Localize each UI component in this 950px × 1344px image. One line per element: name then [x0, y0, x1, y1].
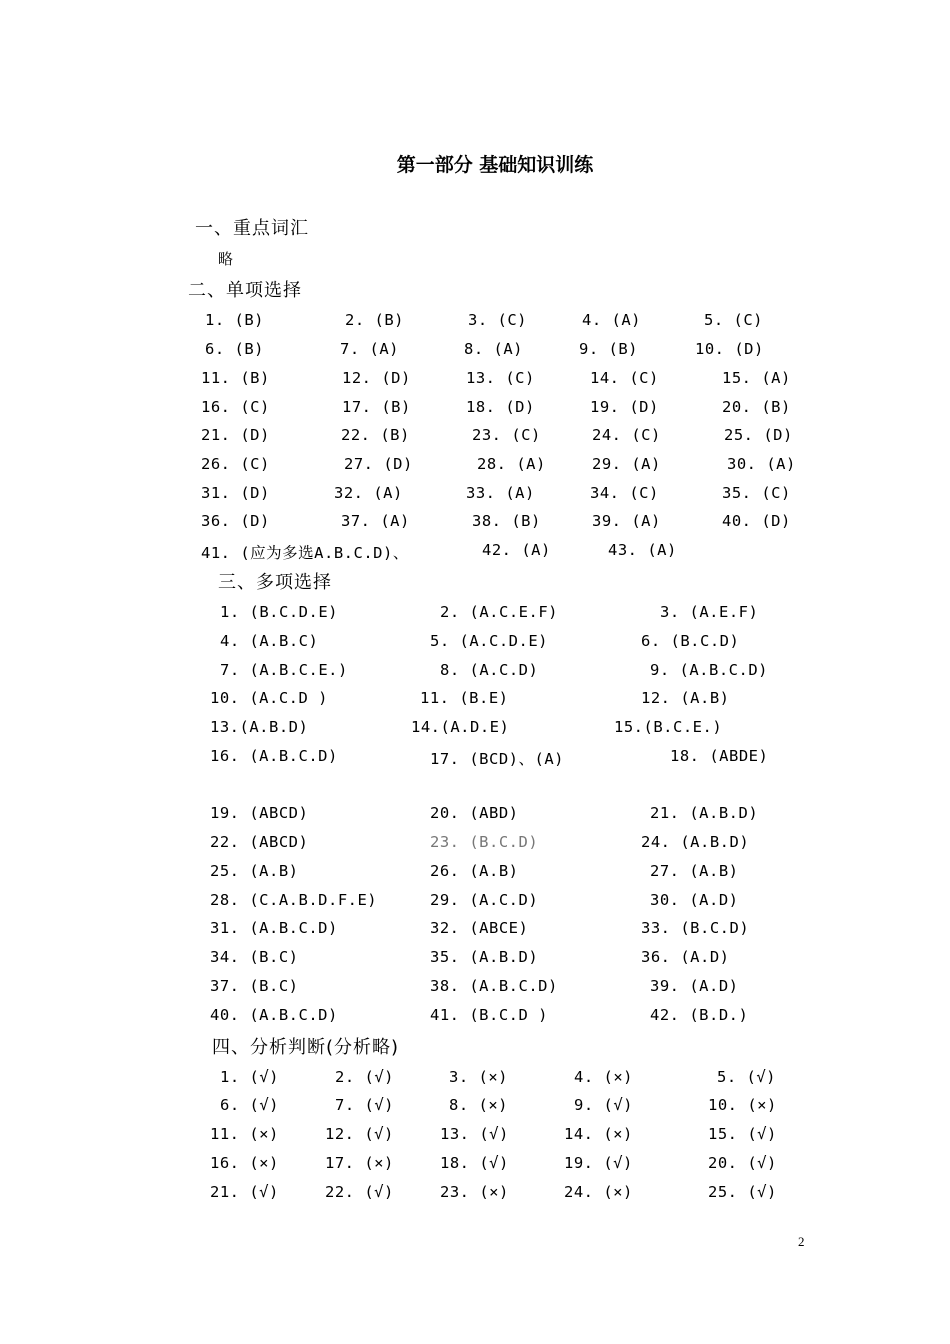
single-choice-answer: 26. (C) [201, 455, 270, 473]
multiple-choice-answer: 19. (ABCD) [210, 804, 309, 822]
true-false-answer: 22. (√) [325, 1183, 394, 1201]
single-choice-row [0, 541, 950, 565]
single-choice-answer: 34. (C) [590, 484, 659, 502]
true-false-row [0, 1096, 950, 1120]
section-heading-multiple-choice: 三、多项选择 [218, 572, 332, 593]
multiple-choice-row [0, 833, 950, 857]
multiple-choice-answer: 38. (A.B.C.D) [430, 977, 558, 995]
multiple-choice-answer: 24. (A.B.D) [641, 833, 750, 851]
true-false-answer: 4. (×) [574, 1068, 633, 1086]
multiple-choice-answer: 31. (A.B.C.D) [210, 919, 338, 937]
multiple-choice-answer: 5. (A.C.D.E) [430, 632, 548, 650]
single-choice-answer: 30. (A) [727, 455, 796, 473]
single-choice-answer: 41. (应为多选A.B.C.D)、 [201, 544, 409, 562]
single-choice-answer: 25. (D) [724, 426, 793, 444]
multiple-choice-answer: 1. (B.C.D.E) [220, 603, 338, 621]
true-false-answer: 5. (√) [717, 1068, 776, 1086]
true-false-answer: 7. (√) [335, 1096, 394, 1114]
true-false-answer: 24. (×) [564, 1183, 633, 1201]
single-choice-answer: 18. (D) [466, 398, 535, 416]
multiple-choice-answer: 41. (B.C.D ) [430, 1006, 548, 1024]
section-heading-key-vocabulary: 一、重点词汇 [195, 218, 309, 239]
multiple-choice-answer: 12. (A.B) [641, 689, 730, 707]
single-choice-row [0, 484, 950, 508]
multiple-choice-answer: 34. (B.C) [210, 948, 299, 966]
multiple-choice-answer: 6. (B.C.D) [641, 632, 740, 650]
multiple-choice-answer: 18. (ABDE) [670, 747, 769, 765]
true-false-answer: 13. (√) [440, 1125, 509, 1143]
single-choice-row [0, 455, 950, 479]
single-choice-answer: 38. (B) [472, 512, 541, 530]
single-choice-answer: 10. (D) [695, 340, 764, 358]
multiple-choice-row [0, 603, 950, 627]
single-choice-answer: 4. (A) [582, 311, 641, 329]
multiple-choice-answer: 33. (B.C.D) [641, 919, 750, 937]
multiple-choice-answer: 27. (A.B) [650, 862, 739, 880]
section-heading-true-false: 四、分析判断(分析略) [212, 1037, 400, 1058]
true-false-answer: 16. (×) [210, 1154, 279, 1172]
true-false-answer: 1. (√) [220, 1068, 279, 1086]
single-choice-answer: 35. (C) [722, 484, 791, 502]
true-false-row [0, 1068, 950, 1092]
multiple-choice-answer: 20. (ABD) [430, 804, 519, 822]
single-choice-answer: 24. (C) [592, 426, 661, 444]
single-choice-answer: 39. (A) [592, 512, 661, 530]
single-choice-answer: 2. (B) [345, 311, 404, 329]
single-choice-answer: 13. (C) [466, 369, 535, 387]
multiple-choice-row [0, 977, 950, 1001]
single-choice-answer: 42. (A) [482, 541, 551, 559]
multiple-choice-row [0, 718, 950, 742]
multiple-choice-answer: 13.(A.B.D) [210, 718, 309, 736]
multiple-choice-row [0, 948, 950, 972]
multiple-choice-answer: 15.(B.C.E.) [614, 718, 723, 736]
multiple-choice-row [0, 661, 950, 685]
multiple-choice-answer: 17. (BCD)、(A) [430, 750, 564, 768]
multiple-choice-answer: 40. (A.B.C.D) [210, 1006, 338, 1024]
single-choice-answer: 33. (A) [466, 484, 535, 502]
single-choice-answer: 21. (D) [201, 426, 270, 444]
single-choice-answer: 36. (D) [201, 512, 270, 530]
true-false-answer: 10. (×) [708, 1096, 777, 1114]
page-number: 2 [798, 1234, 805, 1249]
section-heading-single-choice: 二、单项选择 [188, 280, 302, 301]
true-false-row [0, 1183, 950, 1207]
single-choice-answer: 20. (B) [722, 398, 791, 416]
multiple-choice-row [0, 632, 950, 656]
true-false-answer: 8. (×) [449, 1096, 508, 1114]
multiple-choice-answer: 10. (A.C.D ) [210, 689, 328, 707]
true-false-answer: 25. (√) [708, 1183, 777, 1201]
multiple-choice-answer: 7. (A.B.C.E.) [220, 661, 348, 679]
single-choice-row [0, 340, 950, 364]
single-choice-row [0, 311, 950, 335]
multiple-choice-row [0, 891, 950, 915]
multiple-choice-answer: 23. (B.C.D) [430, 833, 539, 851]
multiple-choice-answer: 8. (A.C.D) [440, 661, 539, 679]
true-false-answer: 17. (×) [325, 1154, 394, 1172]
true-false-answer: 3. (×) [449, 1068, 508, 1086]
multiple-choice-answer: 39. (A.D) [650, 977, 739, 995]
single-choice-answer: 43. (A) [608, 541, 677, 559]
single-choice-answer: 1. (B) [205, 311, 264, 329]
section-note-omitted: 略 [218, 250, 234, 268]
single-choice-row [0, 426, 950, 450]
true-false-row [0, 1125, 950, 1149]
single-choice-answer: 32. (A) [334, 484, 403, 502]
true-false-answer: 12. (√) [325, 1125, 394, 1143]
single-choice-answer: 11. (B) [201, 369, 270, 387]
single-choice-answer: 17. (B) [342, 398, 411, 416]
single-choice-answer: 9. (B) [579, 340, 638, 358]
single-choice-answer: 22. (B) [341, 426, 410, 444]
multiple-choice-answer: 9. (A.B.C.D) [650, 661, 768, 679]
single-choice-answer: 28. (A) [477, 455, 546, 473]
single-choice-answer: 7. (A) [340, 340, 399, 358]
multiple-choice-answer: 25. (A.B) [210, 862, 299, 880]
single-choice-answer: 40. (D) [722, 512, 791, 530]
true-false-answer: 23. (×) [440, 1183, 509, 1201]
single-choice-answer: 12. (D) [342, 369, 411, 387]
true-false-answer: 21. (√) [210, 1183, 279, 1201]
multiple-choice-row [0, 804, 950, 828]
true-false-answer: 20. (√) [708, 1154, 777, 1172]
true-false-answer: 11. (×) [210, 1125, 279, 1143]
true-false-answer: 18. (√) [440, 1154, 509, 1172]
single-choice-answer: 14. (C) [590, 369, 659, 387]
true-false-answer: 19. (√) [564, 1154, 633, 1172]
single-choice-row [0, 512, 950, 536]
multiple-choice-row [0, 689, 950, 713]
single-choice-answer: 8. (A) [464, 340, 523, 358]
single-choice-answer: 37. (A) [341, 512, 410, 530]
page-title: 第一部分 基础知识训练 [396, 154, 594, 176]
multiple-choice-answer: 29. (A.C.D) [430, 891, 539, 909]
multiple-choice-answer: 37. (B.C) [210, 977, 299, 995]
multiple-choice-row [0, 1006, 950, 1030]
single-choice-answer: 6. (B) [205, 340, 264, 358]
multiple-choice-answer: 3. (A.E.F) [660, 603, 759, 621]
multiple-choice-answer: 11. (B.E) [420, 689, 509, 707]
multiple-choice-row [0, 919, 950, 943]
true-false-answer: 15. (√) [708, 1125, 777, 1143]
multiple-choice-row [0, 862, 950, 886]
multiple-choice-answer: 2. (A.C.E.F) [440, 603, 558, 621]
single-choice-row [0, 369, 950, 393]
single-choice-answer: 19. (D) [590, 398, 659, 416]
true-false-answer: 9. (√) [574, 1096, 633, 1114]
multiple-choice-answer: 21. (A.B.D) [650, 804, 759, 822]
multiple-choice-answer: 16. (A.B.C.D) [210, 747, 338, 765]
multiple-choice-answer: 32. (ABCE) [430, 919, 529, 937]
true-false-answer: 2. (√) [335, 1068, 394, 1086]
multiple-choice-answer: 4. (A.B.C) [220, 632, 319, 650]
multiple-choice-answer: 36. (A.D) [641, 948, 730, 966]
multiple-choice-answer: 14.(A.D.E) [411, 718, 510, 736]
single-choice-answer: 31. (D) [201, 484, 270, 502]
multiple-choice-row [0, 747, 950, 771]
single-choice-answer: 3. (C) [468, 311, 527, 329]
single-choice-answer: 15. (A) [722, 369, 791, 387]
multiple-choice-answer: 42. (B.D.) [650, 1006, 749, 1024]
multiple-choice-answer: 35. (A.B.D) [430, 948, 539, 966]
true-false-answer: 14. (×) [564, 1125, 633, 1143]
single-choice-answer: 29. (A) [592, 455, 661, 473]
multiple-choice-answer: 30. (A.D) [650, 891, 739, 909]
true-false-answer: 6. (√) [220, 1096, 279, 1114]
true-false-row [0, 1154, 950, 1178]
multiple-choice-answer: 26. (A.B) [430, 862, 519, 880]
single-choice-row [0, 398, 950, 422]
multiple-choice-answer: 28. (C.A.B.D.F.E) [210, 891, 378, 909]
multiple-choice-answer: 22. (ABCD) [210, 833, 309, 851]
single-choice-answer: 27. (D) [344, 455, 413, 473]
single-choice-answer: 16. (C) [201, 398, 270, 416]
single-choice-answer: 5. (C) [704, 311, 763, 329]
single-choice-answer: 23. (C) [472, 426, 541, 444]
